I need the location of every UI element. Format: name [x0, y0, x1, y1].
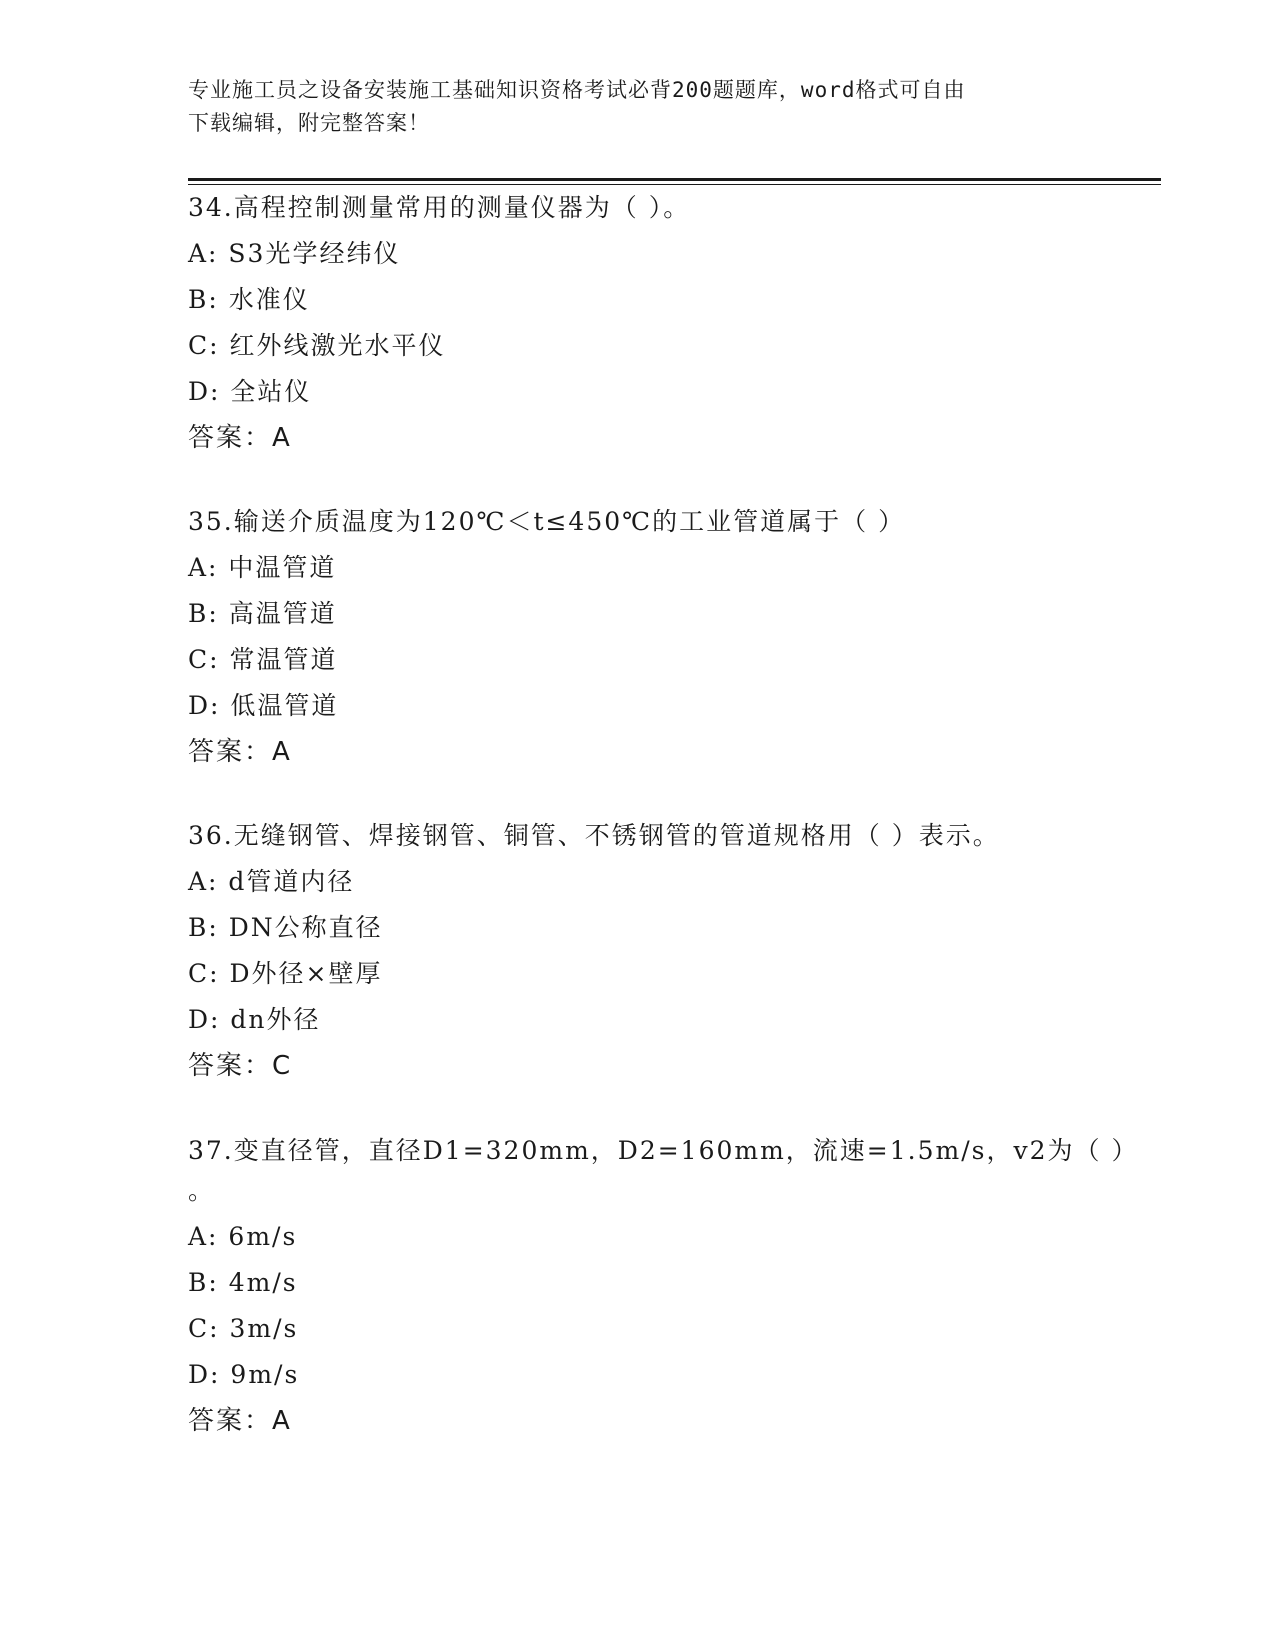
option-c: C: 红外线激光水平仪 — [188, 331, 446, 360]
question-stem: 35.输送介质温度为120℃＜t≤450℃的工业管道属于（ ） — [188, 507, 906, 536]
question-34 — [188, 185, 1088, 461]
question-stem: 34.高程控制测量常用的测量仪器为（ ）。 — [188, 193, 691, 222]
header-line-1: 专业施工员之设备安装施工基础知识资格考试必背200题题库，word格式可自由 — [188, 78, 966, 102]
option-c: C: 常温管道 — [188, 645, 338, 674]
question-stem: 36.无缝钢管、焊接钢管、铜管、不锈钢管的管道规格用（ ）表示。 — [188, 821, 1000, 850]
option-b: B: 4m/s — [188, 1268, 298, 1297]
option-b: B: 水准仪 — [188, 285, 310, 314]
header-line-2: 下载编辑，附完整答案！ — [188, 111, 430, 135]
option-d: D: dn外径 — [188, 1005, 321, 1034]
answer-label: 答案：C — [188, 1051, 293, 1081]
option-d: D: 低温管道 — [188, 691, 339, 720]
question-stem-continuation: 。 — [188, 1176, 216, 1205]
answer-label: 答案：A — [188, 1406, 292, 1436]
question-37 — [188, 1128, 1139, 1444]
option-c: C: D外径×壁厚 — [188, 959, 383, 988]
answer-label: 答案：A — [188, 423, 292, 453]
option-d: D: 全站仪 — [188, 377, 312, 406]
document-header — [188, 74, 1088, 140]
option-a: A: S3光学经纬仪 — [188, 239, 401, 268]
header-divider-thick — [188, 178, 1161, 181]
option-d: D: 9m/s — [188, 1360, 300, 1389]
option-a: A: 6m/s — [188, 1222, 298, 1251]
option-a: A: 中温管道 — [188, 553, 337, 582]
question-stem: 37.变直径管，直径D1=320mm，D2=160mm，流速=1.5m/s，v2为（ ） — [188, 1136, 1139, 1165]
question-35 — [188, 499, 1088, 775]
option-b: B: DN公称直径 — [188, 913, 383, 942]
option-b: B: 高温管道 — [188, 599, 337, 628]
option-a: A: d管道内径 — [188, 867, 355, 896]
answer-label: 答案：A — [188, 737, 292, 767]
question-36 — [188, 813, 1088, 1089]
option-c: C: 3m/s — [188, 1314, 299, 1343]
